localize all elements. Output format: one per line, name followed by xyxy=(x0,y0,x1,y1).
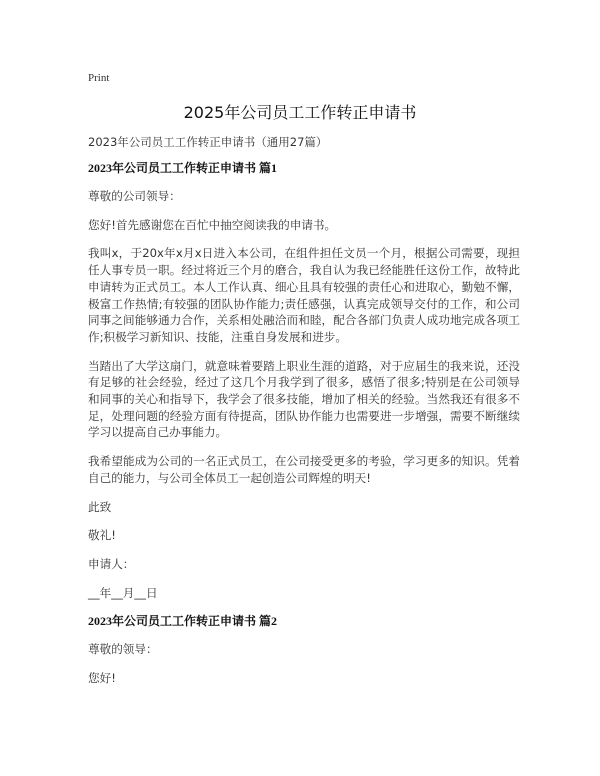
section-1-applicant: 申请人： xyxy=(88,556,135,571)
section-1-paragraph-2: 当踏出了大学这扇门，就意味着要踏上职业生涯的道路，对于应届生的我来说，还没有足够的社会经验，经过了这几个月我学到了很多，感悟了很多;特别是在公司领导和同事的关心和指导下，我学会了很多技能，增加了相关的经验。当然我还有很多不足，处理问题的经验方面有待提高，团队协作能力也需要进一步增强，需要不断继续学习以提高自己办事能力。 xyxy=(88,358,520,440)
print-label[interactable]: Print xyxy=(88,72,110,84)
document-subtitle: 2023年公司员工工作转正申请书（通用27篇） xyxy=(88,135,328,149)
section-1-paragraph-3: 我希望能成为公司的一名正式员工，在公司接受更多的考验，学习更多的知识。凭着自己的能力，与公司全体员工一起创造公司辉煌的明天! xyxy=(88,454,520,485)
section-1-paragraph-1: 我叫x，于20x年x月x日进入本公司，在组件担任文员一个月，根据公司需要，现担任人事专员一职。经过将近三个月的磨合，我自认为我已经能胜任这份工作，故特此申请转为正式员工。本人工作认真、细心且具有较强的责任心和进取心，勤勉不懈，极富工作热情;有较强的团队协作能力;责任感强，认真完成领导交付的工作，和公司同事之间能够通力合作，关系相处融洽而和睦，配合各部门负责人成功地完成各项工作;积极学习新知识、技能，注重自身发展和进步。 xyxy=(88,246,520,344)
section-1-greeting: 您好!首先感谢您在百忙中抽空阅读我的申请书。 xyxy=(88,217,337,232)
section-1-salutation: 尊敬的公司领导： xyxy=(88,189,181,203)
section-2-salutation: 尊敬的领导： xyxy=(88,642,158,657)
section-2-greeting: 您好! xyxy=(88,671,116,686)
section-1-date-line: __年__月__日 xyxy=(88,585,158,600)
section-2-heading: 2023年公司员工工作转正申请书 篇2 xyxy=(88,614,278,629)
section-1-closing-1: 此致 xyxy=(88,499,112,514)
section-1-heading: 2023年公司员工工作转正申请书 篇1 xyxy=(88,161,278,175)
document-title: 2025年公司员工工作转正申请书 xyxy=(183,103,417,122)
document-body xyxy=(88,160,520,699)
section-1-closing-2: 敬礼! xyxy=(88,528,116,543)
